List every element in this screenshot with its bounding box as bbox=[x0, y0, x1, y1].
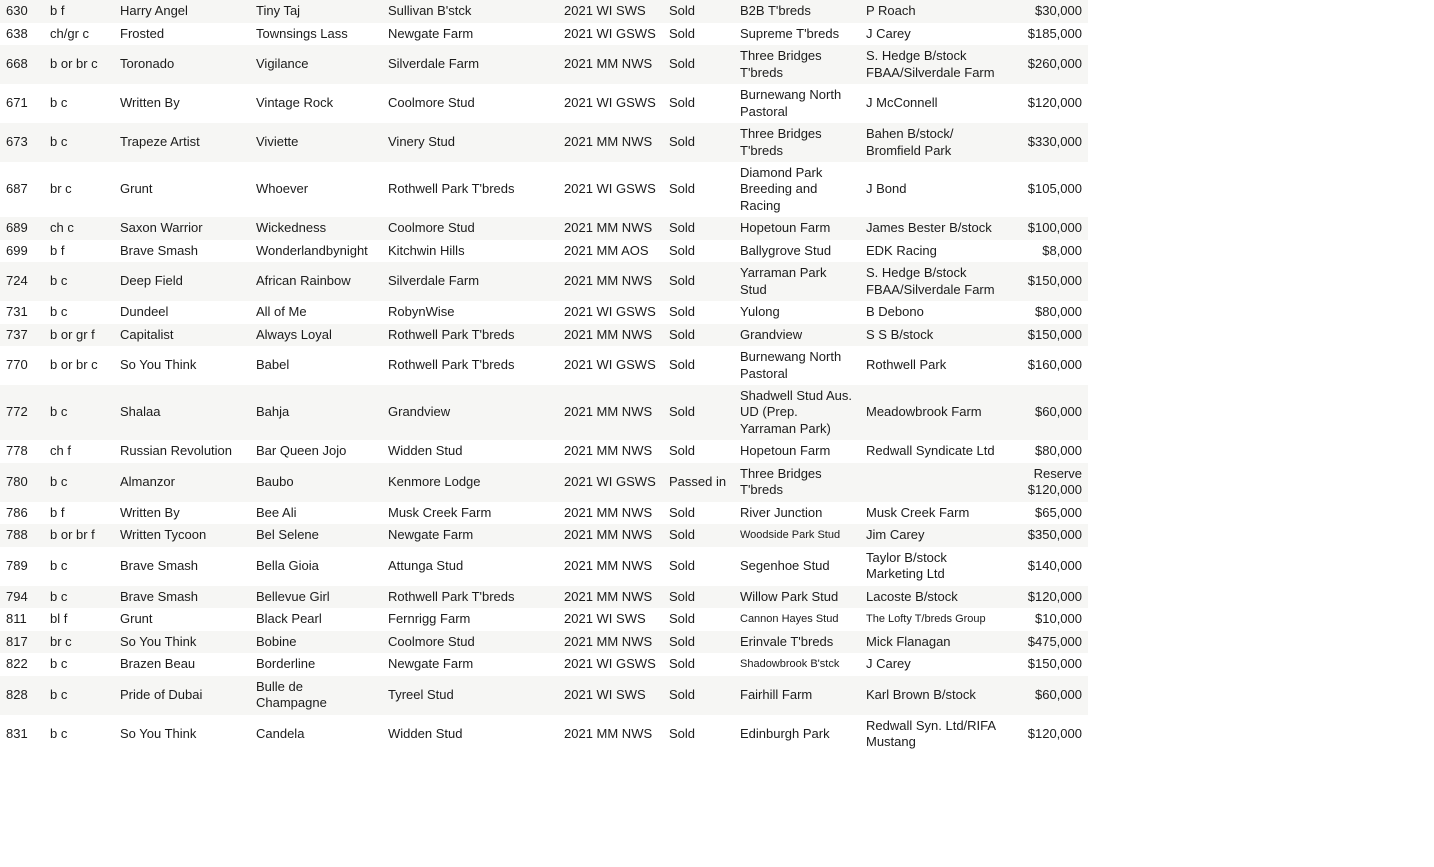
sale: 2021 MM NWS bbox=[558, 524, 663, 547]
price: $120,000 bbox=[1010, 715, 1088, 754]
status: Sold bbox=[663, 524, 734, 547]
agent: J McConnell bbox=[860, 84, 1010, 123]
purchaser: Three Bridges T'breds bbox=[734, 123, 860, 162]
sale: 2021 MM NWS bbox=[558, 324, 663, 347]
sire: Capitalist bbox=[114, 324, 250, 347]
dam: Black Pearl bbox=[250, 608, 382, 631]
price: $105,000 bbox=[1010, 162, 1088, 217]
price: $60,000 bbox=[1010, 385, 1088, 440]
purchaser: River Junction bbox=[734, 502, 860, 525]
sire: Russian Revolution bbox=[114, 440, 250, 463]
purchaser: Hopetoun Farm bbox=[734, 217, 860, 240]
vendor: RobynWise bbox=[382, 301, 558, 324]
purchaser: Yulong bbox=[734, 301, 860, 324]
table-row bbox=[0, 0, 1088, 23]
sale: 2021 MM NWS bbox=[558, 440, 663, 463]
sire: So You Think bbox=[114, 715, 250, 754]
dam: Tiny Taj bbox=[250, 0, 382, 23]
purchaser: Shadowbrook B'stck bbox=[734, 653, 860, 676]
lot-number: 737 bbox=[0, 324, 44, 347]
vendor: Coolmore Stud bbox=[382, 84, 558, 123]
lot-number: 673 bbox=[0, 123, 44, 162]
dam: Baubo bbox=[250, 463, 382, 502]
status: Sold bbox=[663, 608, 734, 631]
dam: Borderline bbox=[250, 653, 382, 676]
dam: Bel Selene bbox=[250, 524, 382, 547]
purchaser: Cannon Hayes Stud bbox=[734, 608, 860, 631]
lot-number: 671 bbox=[0, 84, 44, 123]
purchaser: Hopetoun Farm bbox=[734, 440, 860, 463]
status: Sold bbox=[663, 23, 734, 46]
status: Sold bbox=[663, 676, 734, 715]
status: Sold bbox=[663, 162, 734, 217]
sire: Trapeze Artist bbox=[114, 123, 250, 162]
lot-number: 772 bbox=[0, 385, 44, 440]
price: $120,000 bbox=[1010, 84, 1088, 123]
sex: b or br c bbox=[44, 346, 114, 385]
sale: 2021 WI GSWS bbox=[558, 23, 663, 46]
lot-number: 687 bbox=[0, 162, 44, 217]
sire: Brazen Beau bbox=[114, 653, 250, 676]
lot-number: 689 bbox=[0, 217, 44, 240]
sex: b c bbox=[44, 676, 114, 715]
table-row bbox=[0, 547, 1088, 586]
sire: Grunt bbox=[114, 608, 250, 631]
dam: Bobine bbox=[250, 631, 382, 654]
sire: Almanzor bbox=[114, 463, 250, 502]
sale: 2021 WI GSWS bbox=[558, 653, 663, 676]
price: $150,000 bbox=[1010, 653, 1088, 676]
price: $80,000 bbox=[1010, 301, 1088, 324]
sire: Written By bbox=[114, 84, 250, 123]
price: $65,000 bbox=[1010, 502, 1088, 525]
agent: Musk Creek Farm bbox=[860, 502, 1010, 525]
dam: Whoever bbox=[250, 162, 382, 217]
agent: Taylor B/stock Marketing Ltd bbox=[860, 547, 1010, 586]
status: Sold bbox=[663, 262, 734, 301]
status: Sold bbox=[663, 502, 734, 525]
lot-number: 817 bbox=[0, 631, 44, 654]
sale: 2021 WI GSWS bbox=[558, 346, 663, 385]
status: Sold bbox=[663, 123, 734, 162]
dam: Bahja bbox=[250, 385, 382, 440]
vendor: Grandview bbox=[382, 385, 558, 440]
lot-number: 822 bbox=[0, 653, 44, 676]
status: Sold bbox=[663, 84, 734, 123]
status: Sold bbox=[663, 45, 734, 84]
dam: Vintage Rock bbox=[250, 84, 382, 123]
purchaser: Grandview bbox=[734, 324, 860, 347]
status: Sold bbox=[663, 0, 734, 23]
sex: b c bbox=[44, 463, 114, 502]
dam: Townsings Lass bbox=[250, 23, 382, 46]
sale: 2021 WI GSWS bbox=[558, 162, 663, 217]
sale: 2021 MM AOS bbox=[558, 240, 663, 263]
status: Sold bbox=[663, 631, 734, 654]
dam: Candela bbox=[250, 715, 382, 754]
price: Reserve $120,000 bbox=[1010, 463, 1088, 502]
purchaser: B2B T'breds bbox=[734, 0, 860, 23]
status: Sold bbox=[663, 586, 734, 609]
purchaser: Ballygrove Stud bbox=[734, 240, 860, 263]
lot-number: 630 bbox=[0, 0, 44, 23]
vendor: Silverdale Farm bbox=[382, 45, 558, 84]
agent: S. Hedge B/stock FBAA/Silverdale Farm bbox=[860, 262, 1010, 301]
purchaser: Segenhoe Stud bbox=[734, 547, 860, 586]
purchaser: Supreme T'breds bbox=[734, 23, 860, 46]
status: Sold bbox=[663, 440, 734, 463]
vendor: Newgate Farm bbox=[382, 23, 558, 46]
sire: Brave Smash bbox=[114, 547, 250, 586]
lot-number: 638 bbox=[0, 23, 44, 46]
agent: Bahen B/stock/ Bromfield Park bbox=[860, 123, 1010, 162]
agent: Lacoste B/stock bbox=[860, 586, 1010, 609]
price: $150,000 bbox=[1010, 324, 1088, 347]
dam: African Rainbow bbox=[250, 262, 382, 301]
table-row bbox=[0, 608, 1088, 631]
table-row bbox=[0, 45, 1088, 84]
vendor: Rothwell Park T'breds bbox=[382, 586, 558, 609]
table-row bbox=[0, 84, 1088, 123]
lot-number: 724 bbox=[0, 262, 44, 301]
dam: Wickedness bbox=[250, 217, 382, 240]
dam: Babel bbox=[250, 346, 382, 385]
vendor: Vinery Stud bbox=[382, 123, 558, 162]
price: $100,000 bbox=[1010, 217, 1088, 240]
sex: ch/gr c bbox=[44, 23, 114, 46]
sire: Harry Angel bbox=[114, 0, 250, 23]
agent: Karl Brown B/stock bbox=[860, 676, 1010, 715]
sex: b or br f bbox=[44, 524, 114, 547]
vendor: Attunga Stud bbox=[382, 547, 558, 586]
price: $80,000 bbox=[1010, 440, 1088, 463]
status: Sold bbox=[663, 653, 734, 676]
sex: b c bbox=[44, 653, 114, 676]
purchaser: Yarraman Park Stud bbox=[734, 262, 860, 301]
sex: b or br c bbox=[44, 45, 114, 84]
sex: b f bbox=[44, 240, 114, 263]
purchaser: Three Bridges T'breds bbox=[734, 45, 860, 84]
agent: J Carey bbox=[860, 653, 1010, 676]
sex: b c bbox=[44, 586, 114, 609]
vendor: Rothwell Park T'breds bbox=[382, 162, 558, 217]
sex: br c bbox=[44, 162, 114, 217]
agent: EDK Racing bbox=[860, 240, 1010, 263]
agent: Mick Flanagan bbox=[860, 631, 1010, 654]
agent: S S B/stock bbox=[860, 324, 1010, 347]
sire: Toronado bbox=[114, 45, 250, 84]
sale: 2021 MM NWS bbox=[558, 631, 663, 654]
agent: J Carey bbox=[860, 23, 1010, 46]
purchaser: Burnewang North Pastoral bbox=[734, 346, 860, 385]
table-row bbox=[0, 262, 1088, 301]
sire: Grunt bbox=[114, 162, 250, 217]
vendor: Kitchwin Hills bbox=[382, 240, 558, 263]
agent: J Bond bbox=[860, 162, 1010, 217]
sale: 2021 MM NWS bbox=[558, 547, 663, 586]
sale: 2021 MM NWS bbox=[558, 45, 663, 84]
sale: 2021 MM NWS bbox=[558, 502, 663, 525]
table-row bbox=[0, 346, 1088, 385]
purchaser: Burnewang North Pastoral bbox=[734, 84, 860, 123]
sire: Written By bbox=[114, 502, 250, 525]
dam: Bellevue Girl bbox=[250, 586, 382, 609]
sex: b c bbox=[44, 715, 114, 754]
table-row bbox=[0, 123, 1088, 162]
table-row bbox=[0, 715, 1088, 754]
lot-number: 788 bbox=[0, 524, 44, 547]
sire: Brave Smash bbox=[114, 240, 250, 263]
purchaser: Three Bridges T'breds bbox=[734, 463, 860, 502]
vendor: Silverdale Farm bbox=[382, 262, 558, 301]
vendor: Widden Stud bbox=[382, 715, 558, 754]
table-row bbox=[0, 301, 1088, 324]
sale: 2021 WI GSWS bbox=[558, 301, 663, 324]
dam: Viviette bbox=[250, 123, 382, 162]
sire: Written Tycoon bbox=[114, 524, 250, 547]
price: $160,000 bbox=[1010, 346, 1088, 385]
dam: All of Me bbox=[250, 301, 382, 324]
purchaser: Fairhill Farm bbox=[734, 676, 860, 715]
sex: b c bbox=[44, 547, 114, 586]
dam: Wonderlandbynight bbox=[250, 240, 382, 263]
table-row bbox=[0, 524, 1088, 547]
sale: 2021 WI SWS bbox=[558, 608, 663, 631]
table-row bbox=[0, 162, 1088, 217]
agent: Meadowbrook Farm bbox=[860, 385, 1010, 440]
sale: 2021 MM NWS bbox=[558, 586, 663, 609]
lot-number: 831 bbox=[0, 715, 44, 754]
vendor: Fernrigg Farm bbox=[382, 608, 558, 631]
price: $185,000 bbox=[1010, 23, 1088, 46]
lot-number: 780 bbox=[0, 463, 44, 502]
lot-number: 811 bbox=[0, 608, 44, 631]
sex: ch c bbox=[44, 217, 114, 240]
vendor: Coolmore Stud bbox=[382, 217, 558, 240]
sale: 2021 MM NWS bbox=[558, 385, 663, 440]
vendor: Widden Stud bbox=[382, 440, 558, 463]
table-row bbox=[0, 463, 1088, 502]
purchaser: Willow Park Stud bbox=[734, 586, 860, 609]
sire: So You Think bbox=[114, 631, 250, 654]
status: Sold bbox=[663, 715, 734, 754]
vendor: Tyreel Stud bbox=[382, 676, 558, 715]
status: Passed in bbox=[663, 463, 734, 502]
status: Sold bbox=[663, 324, 734, 347]
lot-number: 699 bbox=[0, 240, 44, 263]
table-row bbox=[0, 440, 1088, 463]
dam: Always Loyal bbox=[250, 324, 382, 347]
dam: Bee Ali bbox=[250, 502, 382, 525]
sire: So You Think bbox=[114, 346, 250, 385]
sire: Deep Field bbox=[114, 262, 250, 301]
vendor: Rothwell Park T'breds bbox=[382, 346, 558, 385]
sale: 2021 MM NWS bbox=[558, 123, 663, 162]
table-row bbox=[0, 23, 1088, 46]
agent: Redwall Syndicate Ltd bbox=[860, 440, 1010, 463]
sire: Dundeel bbox=[114, 301, 250, 324]
price: $330,000 bbox=[1010, 123, 1088, 162]
status: Sold bbox=[663, 217, 734, 240]
purchaser: Erinvale T'breds bbox=[734, 631, 860, 654]
table-row bbox=[0, 586, 1088, 609]
vendor: Sullivan B'stck bbox=[382, 0, 558, 23]
sex: ch f bbox=[44, 440, 114, 463]
agent: P Roach bbox=[860, 0, 1010, 23]
table-row bbox=[0, 240, 1088, 263]
agent: B Debono bbox=[860, 301, 1010, 324]
vendor: Newgate Farm bbox=[382, 524, 558, 547]
sex: b c bbox=[44, 123, 114, 162]
price: $260,000 bbox=[1010, 45, 1088, 84]
sex: b c bbox=[44, 84, 114, 123]
sire: Pride of Dubai bbox=[114, 676, 250, 715]
status: Sold bbox=[663, 346, 734, 385]
table-row bbox=[0, 502, 1088, 525]
sex: b c bbox=[44, 301, 114, 324]
price: $475,000 bbox=[1010, 631, 1088, 654]
lot-number: 770 bbox=[0, 346, 44, 385]
table-row bbox=[0, 324, 1088, 347]
agent: James Bester B/stock bbox=[860, 217, 1010, 240]
sire: Brave Smash bbox=[114, 586, 250, 609]
dam: Bar Queen Jojo bbox=[250, 440, 382, 463]
price: $60,000 bbox=[1010, 676, 1088, 715]
vendor: Newgate Farm bbox=[382, 653, 558, 676]
price: $10,000 bbox=[1010, 608, 1088, 631]
status: Sold bbox=[663, 301, 734, 324]
status: Sold bbox=[663, 547, 734, 586]
table-row bbox=[0, 676, 1088, 715]
sex: b or gr f bbox=[44, 324, 114, 347]
status: Sold bbox=[663, 240, 734, 263]
sire: Shalaa bbox=[114, 385, 250, 440]
price: $30,000 bbox=[1010, 0, 1088, 23]
price: $120,000 bbox=[1010, 586, 1088, 609]
sex: b f bbox=[44, 502, 114, 525]
sex: bl f bbox=[44, 608, 114, 631]
agent: The Lofty T/breds Group bbox=[860, 608, 1010, 631]
sale: 2021 WI GSWS bbox=[558, 84, 663, 123]
vendor: Rothwell Park T'breds bbox=[382, 324, 558, 347]
lot-number: 789 bbox=[0, 547, 44, 586]
price: $140,000 bbox=[1010, 547, 1088, 586]
lot-number: 668 bbox=[0, 45, 44, 84]
price: $8,000 bbox=[1010, 240, 1088, 263]
lot-number: 778 bbox=[0, 440, 44, 463]
purchaser: Woodside Park Stud bbox=[734, 524, 860, 547]
sale: 2021 MM NWS bbox=[558, 715, 663, 754]
sale: 2021 WI SWS bbox=[558, 0, 663, 23]
status: Sold bbox=[663, 385, 734, 440]
table-row bbox=[0, 385, 1088, 440]
agent: S. Hedge B/stock FBAA/Silverdale Farm bbox=[860, 45, 1010, 84]
table-row bbox=[0, 653, 1088, 676]
price: $350,000 bbox=[1010, 524, 1088, 547]
purchaser: Diamond Park Breeding and Racing bbox=[734, 162, 860, 217]
vendor: Coolmore Stud bbox=[382, 631, 558, 654]
lot-number: 786 bbox=[0, 502, 44, 525]
lot-number: 794 bbox=[0, 586, 44, 609]
purchaser: Edinburgh Park bbox=[734, 715, 860, 754]
sex: b c bbox=[44, 262, 114, 301]
sex: b c bbox=[44, 385, 114, 440]
sale: 2021 WI GSWS bbox=[558, 463, 663, 502]
dam: Vigilance bbox=[250, 45, 382, 84]
sale: 2021 MM NWS bbox=[558, 217, 663, 240]
table-row bbox=[0, 217, 1088, 240]
purchaser: Shadwell Stud Aus. UD (Prep. Yarraman Park) bbox=[734, 385, 860, 440]
sale: 2021 WI SWS bbox=[558, 676, 663, 715]
agent: Redwall Syn. Ltd/RIFA Mustang bbox=[860, 715, 1010, 754]
lot-number: 731 bbox=[0, 301, 44, 324]
dam: Bella Gioia bbox=[250, 547, 382, 586]
agent: Jim Carey bbox=[860, 524, 1010, 547]
table-row bbox=[0, 631, 1088, 654]
sex: b f bbox=[44, 0, 114, 23]
sex: br c bbox=[44, 631, 114, 654]
sire: Frosted bbox=[114, 23, 250, 46]
dam: Bulle de Champagne bbox=[250, 676, 382, 715]
vendor: Kenmore Lodge bbox=[382, 463, 558, 502]
sire: Saxon Warrior bbox=[114, 217, 250, 240]
agent bbox=[860, 463, 1010, 502]
price: $150,000 bbox=[1010, 262, 1088, 301]
vendor: Musk Creek Farm bbox=[382, 502, 558, 525]
agent: Rothwell Park bbox=[860, 346, 1010, 385]
sale: 2021 MM NWS bbox=[558, 262, 663, 301]
lot-number: 828 bbox=[0, 676, 44, 715]
